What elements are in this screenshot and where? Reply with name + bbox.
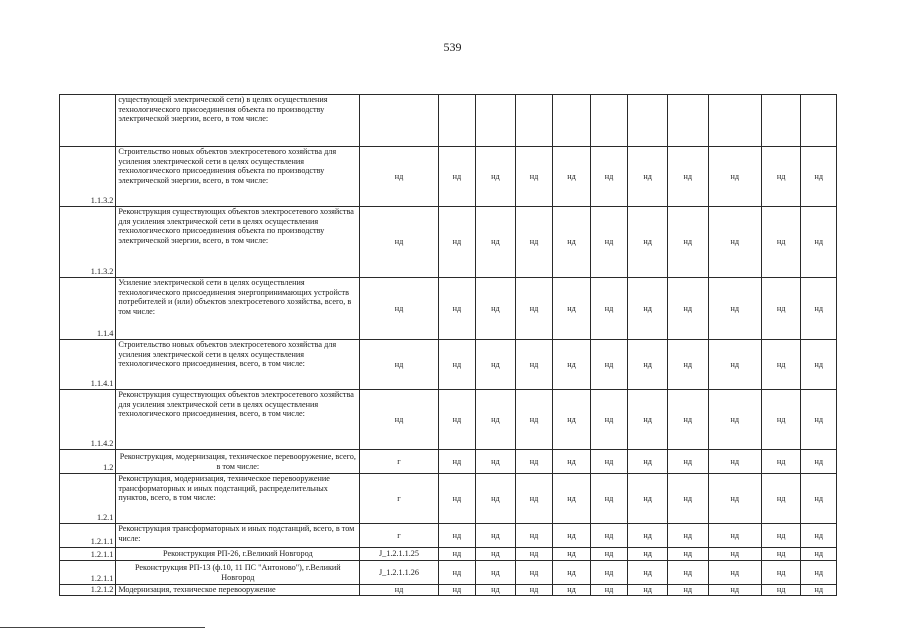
row-value: нд bbox=[515, 390, 553, 450]
row-description: Реконструкция трансформаторных и иных подстанций, всего, в том числе: bbox=[116, 524, 360, 548]
row-value bbox=[628, 95, 668, 147]
row-identifier: г bbox=[360, 524, 438, 548]
row-value: нд bbox=[708, 207, 761, 278]
row-value: нд bbox=[438, 147, 476, 207]
row-value: нд bbox=[667, 340, 708, 390]
row-value: нд bbox=[801, 278, 837, 340]
row-value: нд bbox=[761, 450, 801, 474]
row-value: нд bbox=[438, 390, 476, 450]
row-value: нд bbox=[438, 340, 476, 390]
row-value: нд bbox=[708, 548, 761, 561]
row-value: нд bbox=[515, 548, 553, 561]
table-row bbox=[60, 450, 837, 474]
row-code: 1.1.4.2 bbox=[60, 390, 116, 450]
row-value: нд bbox=[667, 450, 708, 474]
table-row bbox=[60, 95, 837, 147]
row-value: нд bbox=[476, 207, 516, 278]
page-number: 539 bbox=[443, 40, 462, 54]
row-description: Строительство новых объектов электросетевого хозяйства для усиления электрической сети в целях осуществления технологического присоединения, всего, в том числе: bbox=[116, 340, 360, 390]
row-value: нд bbox=[590, 524, 628, 548]
row-value: нд bbox=[801, 207, 837, 278]
row-value: нд bbox=[801, 561, 837, 585]
row-value: нд bbox=[553, 585, 591, 596]
row-description: Реконструкция, модернизация, техническое перевооружение, всего, в том числе: bbox=[116, 450, 360, 474]
row-value: нд bbox=[761, 390, 801, 450]
row-identifier: J_1.2.1.1.26 bbox=[360, 561, 438, 585]
row-value: нд bbox=[628, 474, 668, 524]
row-value: нд bbox=[667, 585, 708, 596]
row-value: нд bbox=[628, 585, 668, 596]
row-value: нд bbox=[628, 524, 668, 548]
row-value: нд bbox=[761, 585, 801, 596]
row-value: нд bbox=[667, 524, 708, 548]
row-value: нд bbox=[515, 147, 553, 207]
row-value: нд bbox=[708, 450, 761, 474]
row-value: нд bbox=[476, 390, 516, 450]
row-code: 1.1.4.1 bbox=[60, 340, 116, 390]
row-value: нд bbox=[515, 207, 553, 278]
row-value: нд bbox=[761, 524, 801, 548]
row-value: нд bbox=[628, 561, 668, 585]
row-value: нд bbox=[667, 548, 708, 561]
row-code: 1.2.1.1 bbox=[60, 548, 116, 561]
row-value: нд bbox=[438, 524, 476, 548]
row-value: нд bbox=[553, 524, 591, 548]
row-value: нд bbox=[801, 585, 837, 596]
table-row bbox=[60, 524, 837, 548]
row-value: нд bbox=[708, 524, 761, 548]
row-value: нд bbox=[476, 474, 516, 524]
row-value: нд bbox=[476, 548, 516, 561]
row-value: нд bbox=[438, 450, 476, 474]
row-identifier: нд bbox=[360, 207, 438, 278]
row-value: нд bbox=[476, 585, 516, 596]
row-value: нд bbox=[628, 147, 668, 207]
row-code bbox=[60, 95, 116, 147]
row-value: нд bbox=[761, 207, 801, 278]
row-value: нд bbox=[590, 390, 628, 450]
row-value: нд bbox=[515, 561, 553, 585]
row-value: нд bbox=[667, 147, 708, 207]
row-description: Реконструкция, модернизация, техническое перевооружение трансформаторных и иных подстанций, распределительных пунктов, всего, в том числе: bbox=[116, 474, 360, 524]
row-value: нд bbox=[590, 561, 628, 585]
row-description: Реконструкция существующих объектов электросетевого хозяйства для усиления электрической сети в целях осуществления технологического присоединения объекта по производству электрической энергии, всего, в том числе: bbox=[116, 207, 360, 278]
row-value: нд bbox=[553, 390, 591, 450]
row-value: нд bbox=[476, 561, 516, 585]
row-code: 1.1.3.2 bbox=[60, 207, 116, 278]
row-description: Строительство новых объектов электросетевого хозяйства для усиления электрической сети в целях осуществления технологического присоединения объекта по производству электрической энергии, всего, в том числе: bbox=[116, 147, 360, 207]
row-value: нд bbox=[708, 340, 761, 390]
row-value: нд bbox=[667, 390, 708, 450]
row-value: нд bbox=[708, 585, 761, 596]
table-row bbox=[60, 278, 837, 340]
row-code: 1.1.3.2 bbox=[60, 147, 116, 207]
row-value: нд bbox=[761, 147, 801, 207]
row-value: нд bbox=[590, 548, 628, 561]
row-value: нд bbox=[667, 207, 708, 278]
row-description: Реконструкция РП-13 (ф.10, 11 ПС "Антоново"), г.Великий Новгород bbox=[116, 561, 360, 585]
table-row bbox=[60, 474, 837, 524]
row-value: нд bbox=[801, 524, 837, 548]
row-description: существующей электрической сети) в целях осуществления технологического присоединения объекта по производству электрической энергии, всего, в том числе: bbox=[116, 95, 360, 147]
table-row bbox=[60, 147, 837, 207]
row-value bbox=[801, 95, 837, 147]
row-value bbox=[590, 95, 628, 147]
row-value: нд bbox=[515, 474, 553, 524]
row-value bbox=[515, 95, 553, 147]
row-identifier: нд bbox=[360, 585, 438, 596]
row-value: нд bbox=[667, 561, 708, 585]
row-value: нд bbox=[438, 207, 476, 278]
row-value bbox=[708, 95, 761, 147]
row-value: нд bbox=[667, 278, 708, 340]
row-value: нд bbox=[553, 548, 591, 561]
row-value: нд bbox=[708, 561, 761, 585]
row-identifier bbox=[360, 95, 438, 147]
row-code: 1.2 bbox=[60, 450, 116, 474]
row-code: 1.2.1.1 bbox=[60, 524, 116, 548]
row-value: нд bbox=[515, 340, 553, 390]
row-code: 1.2.1 bbox=[60, 474, 116, 524]
row-value: нд bbox=[708, 278, 761, 340]
row-value: нд bbox=[708, 390, 761, 450]
row-value: нд bbox=[761, 561, 801, 585]
row-description: Модернизация, техническое перевооружение bbox=[116, 585, 360, 596]
row-value: нд bbox=[590, 207, 628, 278]
row-value: нд bbox=[761, 474, 801, 524]
row-value: нд bbox=[553, 278, 591, 340]
row-value: нд bbox=[761, 340, 801, 390]
row-value: нд bbox=[590, 278, 628, 340]
row-value: нд bbox=[515, 450, 553, 474]
row-identifier: J_1.2.1.1.25 bbox=[360, 548, 438, 561]
row-value: нд bbox=[438, 548, 476, 561]
row-value bbox=[553, 95, 591, 147]
row-identifier: нд bbox=[360, 340, 438, 390]
table-row bbox=[60, 340, 837, 390]
row-value: нд bbox=[438, 474, 476, 524]
row-value bbox=[761, 95, 801, 147]
row-value: нд bbox=[801, 450, 837, 474]
row-value bbox=[667, 95, 708, 147]
table-row bbox=[60, 585, 837, 596]
row-value: нд bbox=[438, 561, 476, 585]
row-description: Реконструкция РП-26, г.Великий Новгород bbox=[116, 548, 360, 561]
row-value bbox=[438, 95, 476, 147]
row-value: нд bbox=[515, 278, 553, 340]
table-row bbox=[60, 561, 837, 585]
row-value: нд bbox=[667, 474, 708, 524]
row-value: нд bbox=[553, 147, 591, 207]
row-value: нд bbox=[590, 340, 628, 390]
row-value: нд bbox=[628, 390, 668, 450]
row-code: 1.2.1.1 bbox=[60, 561, 116, 585]
row-identifier: г bbox=[360, 450, 438, 474]
row-identifier: нд bbox=[360, 390, 438, 450]
row-value: нд bbox=[761, 278, 801, 340]
row-value: нд bbox=[801, 340, 837, 390]
row-value: нд bbox=[476, 340, 516, 390]
row-value: нд bbox=[515, 585, 553, 596]
row-value: нд bbox=[553, 340, 591, 390]
row-description: Усиление электрической сети в целях осуществления технологического присоединения энергопринимающих устройств потребителей и (или) объектов электросетевого хозяйства, всего, в том числе: bbox=[116, 278, 360, 340]
table-row bbox=[60, 390, 837, 450]
table-row bbox=[60, 548, 837, 561]
row-identifier: г bbox=[360, 474, 438, 524]
row-value: нд bbox=[708, 147, 761, 207]
row-value: нд bbox=[476, 278, 516, 340]
row-value: нд bbox=[553, 450, 591, 474]
row-code: 1.2.1.2 bbox=[60, 585, 116, 596]
row-value: нд bbox=[590, 585, 628, 596]
row-value: нд bbox=[515, 524, 553, 548]
row-value: нд bbox=[476, 450, 516, 474]
row-value: нд bbox=[761, 548, 801, 561]
row-value: нд bbox=[553, 207, 591, 278]
row-value: нд bbox=[553, 474, 591, 524]
row-value: нд bbox=[438, 585, 476, 596]
row-value: нд bbox=[628, 450, 668, 474]
row-value: нд bbox=[628, 340, 668, 390]
row-description: Реконструкция существующих объектов электросетевого хозяйства для усиления электрической сети в целях осуществления технологического присоединения, всего, в том числе: bbox=[116, 390, 360, 450]
row-identifier: нд bbox=[360, 147, 438, 207]
row-value: нд bbox=[801, 548, 837, 561]
row-value: нд bbox=[628, 207, 668, 278]
row-value: нд bbox=[801, 390, 837, 450]
row-value: нд bbox=[801, 147, 837, 207]
row-value: нд bbox=[590, 474, 628, 524]
row-value: нд bbox=[476, 524, 516, 548]
footnote-rule bbox=[0, 627, 205, 628]
investment-program-table bbox=[59, 94, 837, 596]
row-value: нд bbox=[438, 278, 476, 340]
row-value: нд bbox=[590, 147, 628, 207]
row-value: нд bbox=[628, 278, 668, 340]
row-value: нд bbox=[801, 474, 837, 524]
row-value: нд bbox=[628, 548, 668, 561]
row-value: нд bbox=[590, 450, 628, 474]
row-value: нд bbox=[476, 147, 516, 207]
row-identifier: нд bbox=[360, 278, 438, 340]
row-value: нд bbox=[708, 474, 761, 524]
table-row bbox=[60, 207, 837, 278]
row-code: 1.1.4 bbox=[60, 278, 116, 340]
row-value bbox=[476, 95, 516, 147]
row-value: нд bbox=[553, 561, 591, 585]
